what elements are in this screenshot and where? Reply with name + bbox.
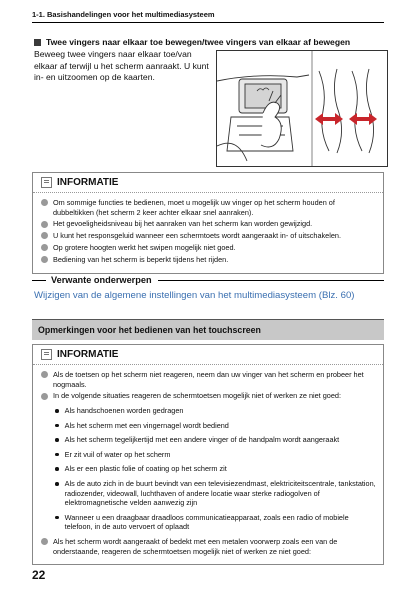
round-bullet-icon bbox=[41, 256, 48, 263]
information-header bbox=[33, 173, 383, 193]
list-item: Als de toetsen op het scherm niet reageren, neem dan uw vinger van het scherm en probeer het nogmaals. bbox=[41, 370, 377, 389]
round-bullet-icon bbox=[41, 538, 48, 545]
information-list bbox=[33, 193, 383, 273]
round-bullet-icon bbox=[41, 371, 48, 378]
sub-list-item: Als handschoenen worden gedragen bbox=[55, 406, 377, 416]
section-heading-text: Opmerkingen voor het bedienen van het touchscreen bbox=[38, 325, 261, 335]
page-number: 22 bbox=[32, 568, 46, 582]
sub-list-item: Er zit vuil of water op het scherm bbox=[55, 450, 377, 460]
list-item: U kunt het responsgeluid wanneer een schermtoets wordt aangeraakt in- of uitschakelen. bbox=[41, 231, 377, 241]
list-item: Het gevoeligheidsniveau bij het aanraken van het scherm kan worden gewijzigd. bbox=[41, 219, 377, 229]
sub-list-item: Als er een plastic folie of coating op het scherm zit bbox=[55, 464, 377, 474]
small-bullet-icon bbox=[55, 453, 59, 457]
pinch-description: Beweeg twee vingers naar elkaar toe/van elkaar af terwijl u het scherm aanraakt. U kunt in- en uitzoomen op de kaarten. bbox=[34, 49, 209, 82]
round-bullet-icon bbox=[41, 221, 48, 228]
chapter-header: 1-1. Basishandelingen voor het multimediasysteem bbox=[32, 10, 215, 19]
pinch-illustration bbox=[216, 50, 388, 167]
small-bullet-icon bbox=[55, 467, 59, 471]
header-rule bbox=[32, 22, 384, 23]
round-bullet-icon bbox=[41, 199, 48, 206]
list-item: Op grotere hoogten werkt het swipen mogelijk niet goed. bbox=[41, 243, 377, 253]
note-icon bbox=[41, 177, 52, 188]
round-bullet-icon bbox=[41, 232, 48, 239]
pinch-title-text: Twee vingers naar elkaar toe bewegen/twee vingers van elkaar af bewegen bbox=[46, 37, 351, 47]
information-title: INFORMATIE bbox=[57, 177, 119, 188]
list-item: In de volgende situaties reageren de schermtoetsen mogelijk niet of werken ze niet goed: bbox=[41, 391, 377, 401]
related-topics-heading bbox=[32, 275, 384, 285]
small-bullet-icon bbox=[55, 409, 59, 413]
sub-list-item: Als het scherm met een vingernagel wordt bediend bbox=[55, 421, 377, 431]
pinch-section-title bbox=[34, 37, 350, 47]
information-box-2 bbox=[32, 344, 384, 565]
small-bullet-icon bbox=[55, 438, 59, 442]
list-item: Bediening van het scherm is beperkt tijdens het rijden. bbox=[41, 255, 377, 265]
list-item: Om sommige functies te bedienen, moet u mogelijk uw vinger op het scherm houden of dubbeltikken (het scherm 2 keer achter elkaar snel aanraken). bbox=[41, 198, 377, 217]
note-icon bbox=[41, 349, 52, 360]
small-bullet-icon bbox=[55, 482, 59, 486]
sub-list-item: Als de auto zich in de buurt bevindt van een televisiezendmast, elektriciteitscentrale, tankstation, radiozender, videowall, luchthaven of andere locatie waar sterke radiogolven of elektromagnetische velden aanwezig zijn bbox=[55, 479, 377, 508]
section-heading-bar bbox=[32, 319, 384, 340]
information-title: INFORMATIE bbox=[57, 349, 119, 360]
small-bullet-icon bbox=[55, 424, 59, 428]
information-list bbox=[33, 365, 383, 564]
small-bullet-icon bbox=[55, 516, 59, 520]
related-topics-title: Verwante onderwerpen bbox=[51, 275, 152, 285]
information-header bbox=[33, 345, 383, 365]
list-item: Als het scherm wordt aangeraakt of bedekt met een metalen voorwerp zoals een van de onderstaande, reageren de schermtoetsen mogelijk niet of werken ze niet goed: bbox=[41, 537, 377, 556]
pinch-gesture-icon bbox=[217, 51, 387, 166]
round-bullet-icon bbox=[41, 244, 48, 251]
sub-list-item: Als het scherm tegelijkertijd met een andere vinger of de handpalm wordt aangeraakt bbox=[55, 435, 377, 445]
heading-rule bbox=[158, 280, 384, 281]
information-box-1 bbox=[32, 172, 384, 274]
settings-link[interactable]: Wijzigen van de algemene instellingen van het multimediasysteem (Blz. 60) bbox=[34, 290, 355, 301]
square-bullet-icon bbox=[34, 39, 41, 46]
round-bullet-icon bbox=[41, 393, 48, 400]
heading-rule bbox=[32, 280, 46, 281]
sub-list-item: Wanneer u een draagbaar draadloos communicatieapparaat, zoals een radio of mobiele telefoon, in de auto vervoert of oplaadt bbox=[55, 513, 377, 532]
